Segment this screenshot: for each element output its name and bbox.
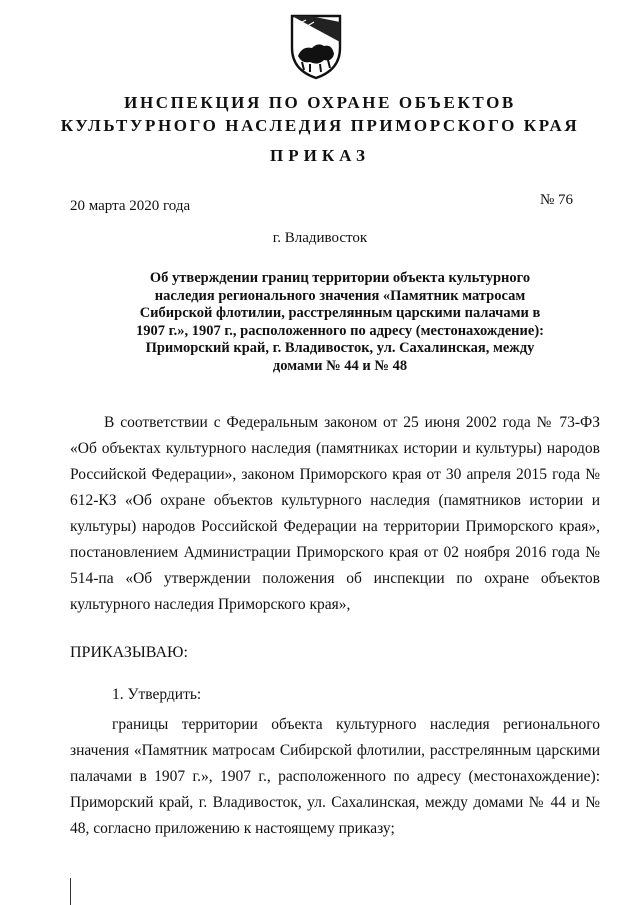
margin-line <box>70 878 71 905</box>
organization-name-line-1: ИНСПЕКЦИЯ ПО ОХРАНЕ ОБЪЕКТОВ <box>124 93 516 112</box>
coat-of-arms-icon <box>288 12 344 80</box>
preamble-text: В соответствии с Федеральным законом от 25 июня 2002 года № 73-ФЗ «Об объектах культурного наследия (памятниках истории и культуры) народов Российской Федерации», законом Приморского края от 30 апреля 2015 года № 612-КЗ «Об охране объектов культурного наследия (памятников истории и культуры) народов Российской Федерации на территории Приморского края», постановлением Администрации Приморского края от 02 ноября 2016 года № 514-па «Об утверждении положения об инспекции по охране объектов культурного наследия Приморского края», <box>70 414 600 613</box>
document-date: 20 марта 2020 года <box>70 198 191 214</box>
order-word: ПРИКАЗЫВАЮ: <box>70 644 188 661</box>
document-city: г. Владивосток <box>272 230 368 246</box>
order-item-1: 1. Утвердить: <box>112 686 202 703</box>
document-type: ПРИКАЗ <box>270 146 370 165</box>
preamble-paragraph <box>70 410 600 618</box>
order-item-1-text: границы территории объекта культурного наследия регионального значения «Памятник матросам Сибирской флотилии, расстрелянным царскими палачами в 1907 г.», 1907 г., расположенного по адресу (местонахождение): Приморский край, г. Владивосток, ул. Сахалинская, между домами № 44 и № 48, согласно приложению к настоящему приказу; <box>70 716 600 837</box>
organization-name-line-2: КУЛЬТУРНОГО НАСЛЕДИЯ ПРИМОРСКОГО КРАЯ <box>60 116 580 135</box>
document-title: Об утверждении границ территории объекта культурного наследия регионального значения «Памятник матросам Сибирской флотилии, расстрелянным царскими палачами в 1907 г.», 1907 г., расположенного по адресу (местонахождение): Приморский край, г. Владивосток, ул. Сахалинская, между домами № 44 и № 48 <box>136 270 544 374</box>
document-number: № 76 <box>540 192 574 208</box>
